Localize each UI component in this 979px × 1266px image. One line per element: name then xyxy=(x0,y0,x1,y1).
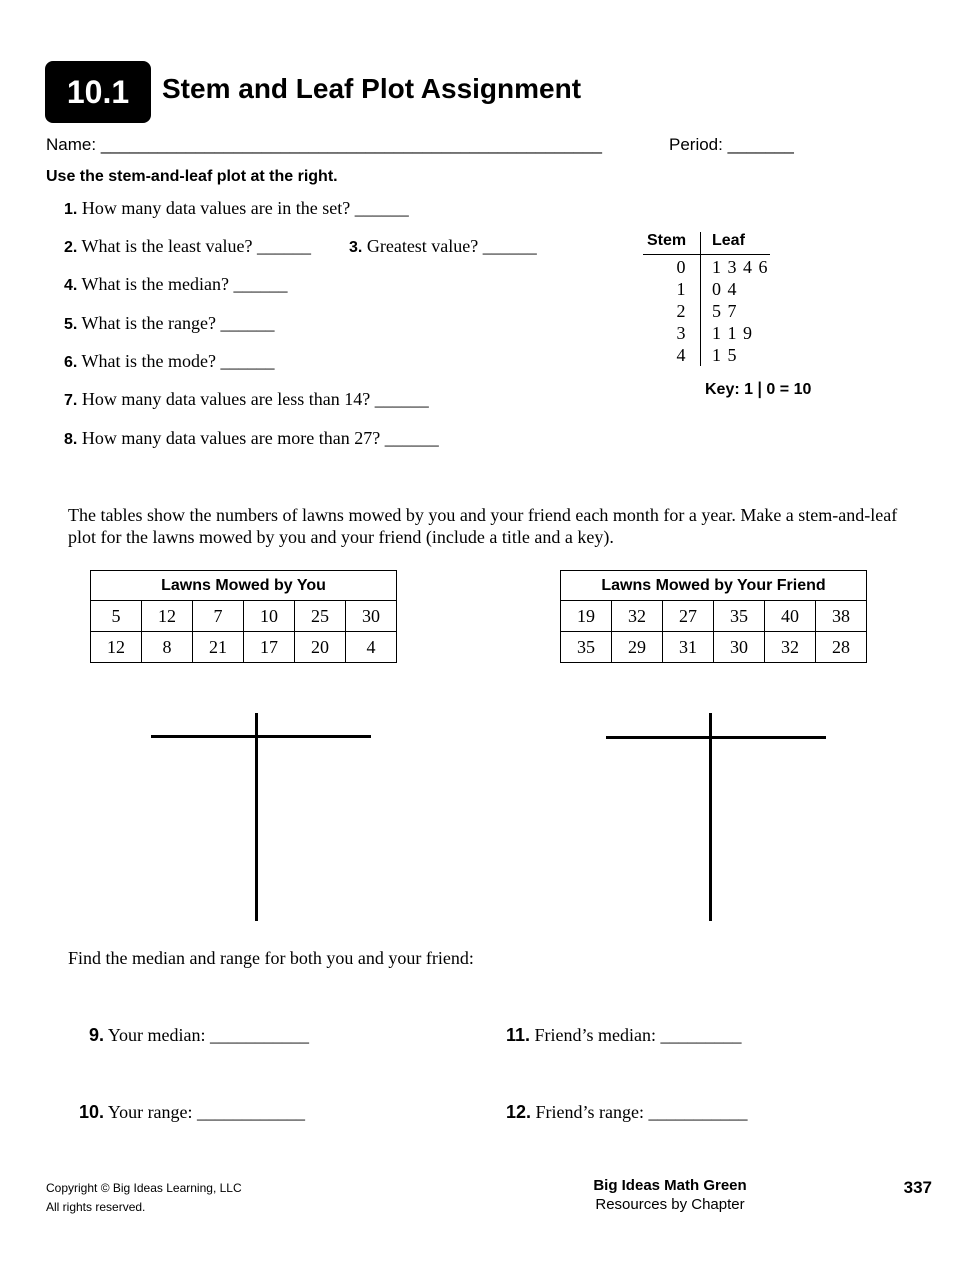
instructions-paragraph: The tables show the numbers of lawns mowed by you and your friend each month for a year. Make a stem-and-leaf plot for the lawns mowed by you and your friend (include a title and a key). xyxy=(68,505,898,547)
table-cell: 35 xyxy=(714,601,765,632)
question-5[interactable] xyxy=(64,313,274,334)
question-2[interactable] xyxy=(64,236,311,257)
question-1[interactable] xyxy=(64,198,409,219)
question-text: How many data values are in the set? ______ xyxy=(81,198,409,218)
table-cell: 21 xyxy=(193,632,244,663)
book-info xyxy=(560,1176,780,1214)
table-title: Lawns Mowed by Your Friend xyxy=(561,571,867,601)
answer-number: 9. xyxy=(89,1025,105,1045)
name-blank[interactable]: _____________________________________________________ xyxy=(100,135,602,154)
question-6[interactable] xyxy=(64,351,275,372)
stem-value: 4 xyxy=(676,345,686,365)
answer-11[interactable] xyxy=(506,1025,742,1046)
table-cell: 4 xyxy=(346,632,397,663)
answer-text: Your range: ____________ xyxy=(107,1102,306,1122)
table-row xyxy=(91,601,397,632)
lawns-friend-table xyxy=(560,570,867,663)
table-cell: 28 xyxy=(816,632,867,663)
question-8[interactable] xyxy=(64,428,439,449)
table-cell: 25 xyxy=(295,601,346,632)
page-title: Stem and Leaf Plot Assignment xyxy=(162,73,582,104)
table-cell: 30 xyxy=(346,601,397,632)
leaf-values: 1 1 9 xyxy=(712,323,753,343)
table-row xyxy=(91,632,397,663)
question-text: How many data values are more than 27? ______ xyxy=(81,428,439,448)
table-cell: 40 xyxy=(765,601,816,632)
table-cell: 29 xyxy=(612,632,663,663)
answer-12[interactable] xyxy=(506,1102,748,1123)
table-row xyxy=(561,632,867,663)
table-cell: 19 xyxy=(561,601,612,632)
question-text: What is the least value? ______ xyxy=(81,236,311,256)
stem-value: 0 xyxy=(676,257,686,277)
answer-10[interactable] xyxy=(79,1102,305,1123)
rights-line: All rights reserved. xyxy=(46,1200,146,1214)
book-subtitle: Resources by Chapter xyxy=(595,1196,745,1213)
you-stem-leaf-crossbar xyxy=(151,735,371,738)
table-cell: 5 xyxy=(91,601,142,632)
question-4[interactable] xyxy=(64,274,287,295)
leaf-values: 1 3 4 6 xyxy=(712,257,769,277)
stem-value: 2 xyxy=(676,301,686,321)
table-cell: 10 xyxy=(244,601,295,632)
question-number: 4. xyxy=(64,277,78,294)
table-cell: 27 xyxy=(663,601,714,632)
friend-stem-leaf-crossbar xyxy=(606,736,826,739)
name-field[interactable] xyxy=(46,135,602,155)
instructions: Use the stem-and-leaf plot at the right. xyxy=(46,168,338,185)
table-cell: 20 xyxy=(295,632,346,663)
question-number: 8. xyxy=(64,431,78,448)
table-cell: 30 xyxy=(714,632,765,663)
table-cell: 35 xyxy=(561,632,612,663)
you-stem-leaf-divider xyxy=(255,713,258,921)
answer-number: 11. xyxy=(506,1025,531,1045)
table-cell: 32 xyxy=(612,601,663,632)
table-title: Lawns Mowed by You xyxy=(91,571,397,601)
copyright-line: Copyright © Big Ideas Learning, LLC xyxy=(46,1181,242,1195)
table-cell: 17 xyxy=(244,632,295,663)
answer-number: 12. xyxy=(506,1102,532,1122)
answer-number: 10. xyxy=(79,1102,105,1122)
leaf-values: 0 4 xyxy=(712,279,738,299)
section-badge: 10.1 xyxy=(45,61,151,123)
question-number: 3. xyxy=(349,239,363,256)
question-number: 2. xyxy=(64,239,78,256)
question-number: 1. xyxy=(64,201,78,218)
stem-leaf-header-rule xyxy=(643,254,770,255)
period-blank[interactable]: _______ xyxy=(727,135,794,154)
answer-text: Friend’s range: ___________ xyxy=(535,1102,748,1122)
table-cell: 38 xyxy=(816,601,867,632)
question-3[interactable] xyxy=(349,236,537,257)
stem-value: 3 xyxy=(676,323,686,343)
leaf-header: Leaf xyxy=(712,232,745,249)
table-cell: 12 xyxy=(142,601,193,632)
book-title: Big Ideas Math Green xyxy=(593,1177,747,1194)
question-text: What is the mode? ______ xyxy=(81,351,275,371)
stem-leaf-divider xyxy=(700,232,701,366)
period-field[interactable] xyxy=(669,135,794,155)
table-cell: 8 xyxy=(142,632,193,663)
page-number: 337 xyxy=(903,1178,932,1197)
question-number: 6. xyxy=(64,354,78,371)
question-number: 7. xyxy=(64,392,78,409)
question-number: 5. xyxy=(64,316,78,333)
period-label: Period: xyxy=(669,135,723,154)
question-text: How many data values are less than 14? ______ xyxy=(81,389,429,409)
copyright xyxy=(46,1179,242,1217)
question-text: Greatest value? ______ xyxy=(366,236,537,256)
leaf-values: 1 5 xyxy=(712,345,738,365)
name-label: Name: xyxy=(46,135,97,154)
question-text: What is the median? ______ xyxy=(81,274,288,294)
table-cell: 7 xyxy=(193,601,244,632)
stem-leaf-key: Key: 1❘0 = 10 xyxy=(705,381,812,398)
table-cell: 32 xyxy=(765,632,816,663)
lawns-you-table xyxy=(90,570,397,663)
question-7[interactable] xyxy=(64,389,429,410)
answer-text: Friend’s median: _________ xyxy=(534,1025,742,1045)
table-cell: 12 xyxy=(91,632,142,663)
table-cell: 31 xyxy=(663,632,714,663)
question-text: What is the range? ______ xyxy=(81,313,275,333)
stem-value: 1 xyxy=(676,279,686,299)
friend-stem-leaf-divider xyxy=(709,713,712,921)
table-row xyxy=(561,601,867,632)
leaf-values: 5 7 xyxy=(712,301,738,321)
answer-text: Your median: ___________ xyxy=(107,1025,310,1045)
stem-header: Stem xyxy=(647,232,687,249)
find-prompt: Find the median and range for both you and your friend: xyxy=(68,948,474,968)
answer-9[interactable] xyxy=(89,1025,309,1046)
